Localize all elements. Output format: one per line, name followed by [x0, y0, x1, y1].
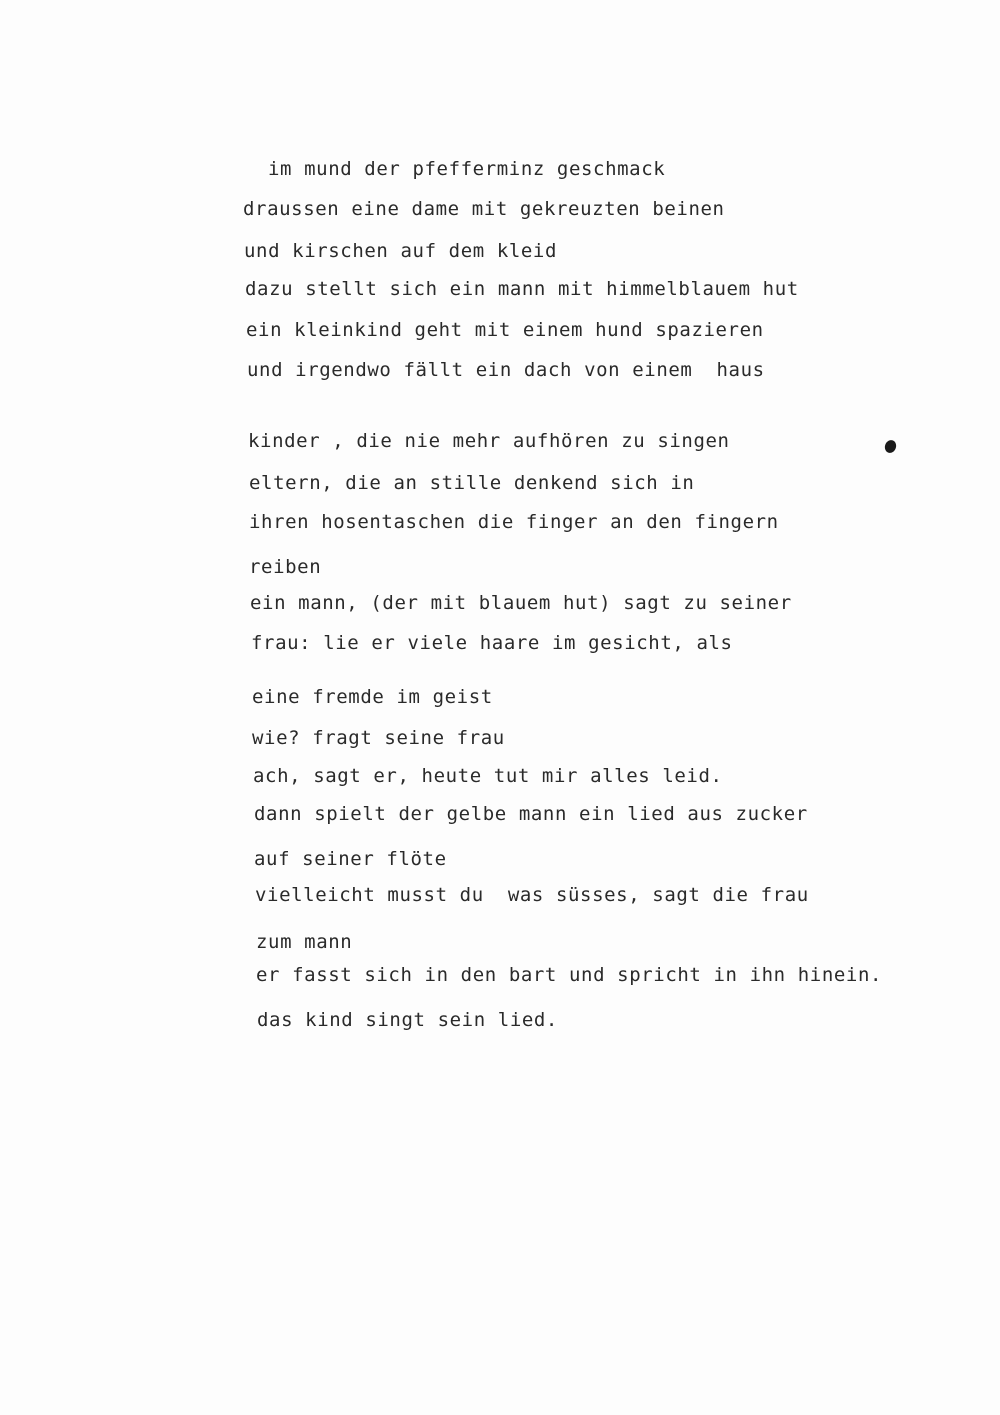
poem-line: und kirschen auf dem kleid [244, 240, 558, 262]
ink-blot [883, 439, 898, 455]
poem-line: reiben [249, 556, 322, 578]
poem-line: er fasst sich in den bart und spricht in ihn hinein. [256, 964, 883, 986]
poem-line: dann spielt der gelbe mann ein lied aus zucker [254, 803, 808, 825]
poem-line: zum mann [256, 931, 353, 953]
poem-line: eine fremde im geist [252, 686, 493, 708]
poem-line: vielleicht musst du was süsses, sagt die frau [255, 884, 809, 906]
poem-line: wie? fragt seine frau [252, 727, 505, 749]
poem-line: ein kleinkind geht mit einem hund spazieren [246, 319, 764, 341]
poem-line: eltern, die an stille denkend sich in [249, 472, 695, 494]
poem-line: im mund der pfefferminz geschmack [268, 158, 666, 180]
poem-line: kinder , die nie mehr aufhören zu singen [248, 430, 730, 452]
poem-line: dazu stellt sich ein mann mit himmelblauem hut [245, 278, 799, 300]
poem-line: auf seiner flöte [254, 848, 447, 870]
poem-line: das kind singt sein lied. [257, 1009, 558, 1031]
poem-line: ihren hosentaschen die finger an den fingern [249, 511, 779, 533]
poem-line: und irgendwo fällt ein dach von einem haus [247, 359, 765, 381]
poem-line: draussen eine dame mit gekreuzten beinen [243, 198, 725, 220]
poem-line: ein mann, (der mit blauem hut) sagt zu seiner [250, 592, 792, 614]
poem-line: ach, sagt er, heute tut mir alles leid. [253, 765, 723, 787]
poem-line: frau: lie er viele haare im gesicht, als [251, 632, 733, 654]
